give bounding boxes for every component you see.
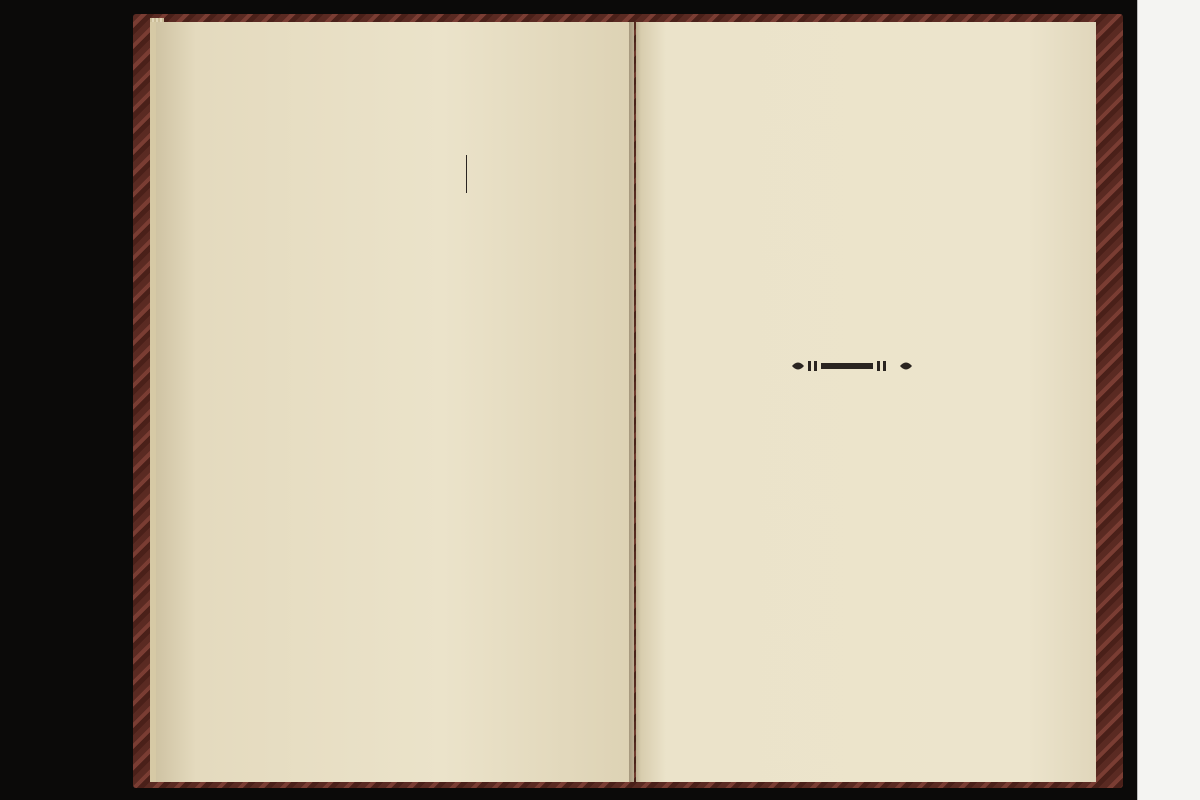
left-page xyxy=(150,22,634,782)
book-gutter xyxy=(629,22,641,782)
bracket-brace xyxy=(456,155,467,193)
right-page xyxy=(636,22,1096,782)
ornament-divider xyxy=(790,357,916,375)
measurement-ruler xyxy=(1137,0,1200,800)
